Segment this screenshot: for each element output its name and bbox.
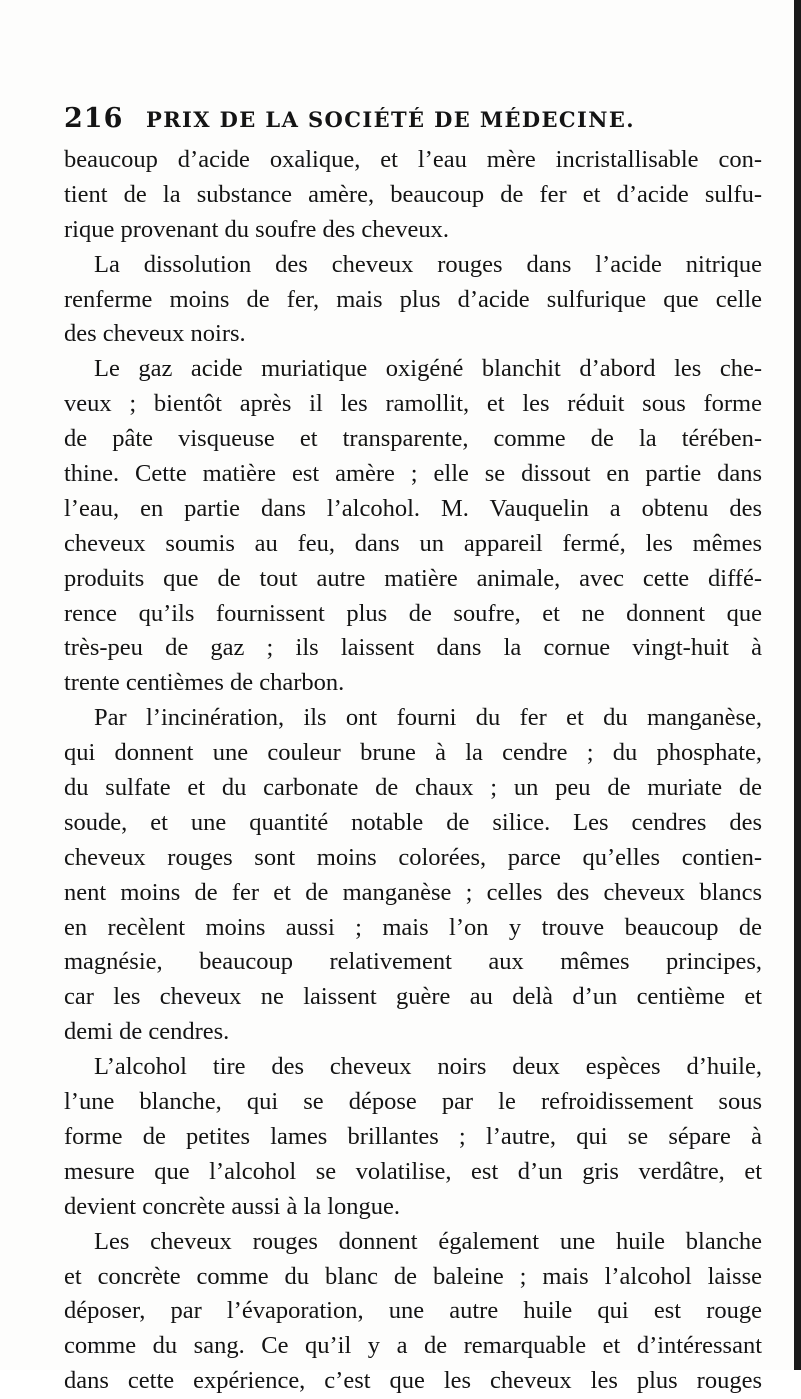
text-line: des cheveux noirs. — [64, 320, 246, 348]
text-line: dans cette expérience, c’est que les cheveux les plus rouges — [64, 1367, 762, 1395]
text-line: renferme moins de fer, mais plus d’acide sulfurique que celle — [64, 285, 762, 313]
body-text — [64, 143, 762, 1399]
text-line: tient de la substance amère, beaucoup de fer et d’acide sulfu- — [64, 180, 762, 208]
text-line: Par l’incinération, ils ont fourni du fer et du manganèse, — [94, 704, 762, 732]
text-line: car les cheveux ne laissent guère au delà d’un centième et — [64, 983, 762, 1011]
text-line: qui donnent une couleur brune à la cendre ; du phosphate, — [64, 739, 762, 767]
text-line: comme du sang. Ce qu’il y a de remarquable et d’intéressant — [64, 1332, 762, 1360]
text-line: L’alcohol tire des cheveux noirs deux espèces d’huile, — [94, 1053, 762, 1081]
text-line: trente centièmes de charbon. — [64, 669, 345, 697]
text-line: et concrète comme du blanc de baleine ; mais l’alcohol laisse — [64, 1262, 762, 1290]
text-line: Les cheveux rouges donnent également une huile blanche — [94, 1227, 762, 1255]
text-line: mesure que l’alcohol se volatilise, est d’un gris verdâtre, et — [64, 1157, 762, 1185]
text-line: demi de cendres. — [64, 1018, 230, 1046]
running-head: PRIX DE LA SOCIÉTÉ DE MÉDECINE. — [146, 107, 635, 132]
text-line: cheveux soumis au feu, dans un appareil fermé, les mêmes — [64, 529, 762, 557]
text-line: de pâte visqueuse et transparente, comme de la térében- — [64, 425, 762, 453]
page-number: 216 — [64, 103, 124, 134]
text-line: en recèlent moins aussi ; mais l’on y trouve beaucoup de — [64, 913, 762, 941]
text-line: nent moins de fer et de manganèse ; celles des cheveux blancs — [64, 878, 762, 906]
text-line: devient concrète aussi à la longue. — [64, 1192, 401, 1220]
text-line: thine. Cette matière est amère ; elle se dissout en partie dans — [64, 460, 762, 488]
text-line: l’eau, en partie dans l’alcohol. M. Vauquelin a obtenu des — [64, 494, 762, 522]
page-edge-shadow — [794, 0, 801, 1370]
text-line: cheveux rouges sont moins colorées, parce qu’elles contien- — [64, 843, 762, 871]
text-line: magnésie, beaucoup relativement aux mêmes principes, — [64, 948, 762, 976]
text-line: forme de petites lames brillantes ; l’autre, qui se sépare à — [64, 1122, 762, 1150]
text-line: beaucoup d’acide oxalique, et l’eau mère incristallisable con- — [64, 146, 762, 173]
text-line: veux ; bientôt après il les ramollit, et les réduit sous forme — [64, 390, 762, 418]
page-header — [64, 103, 764, 141]
text-line: du sulfate et du carbonate de chaux ; un peu de muriate de — [64, 774, 762, 802]
text-line: déposer, par l’évaporation, une autre huile qui est rouge — [64, 1297, 762, 1325]
text-line: Le gaz acide muriatique oxigéné blanchit d’abord les che- — [94, 355, 762, 383]
text-line: très-peu de gaz ; ils laissent dans la cornue vingt-huit à — [64, 634, 762, 662]
text-line: produits que de tout autre matière animale, avec cette diffé- — [64, 564, 762, 592]
text-line: l’une blanche, qui se dépose par le refroidissement sous — [64, 1088, 762, 1116]
text-line: rique provenant du soufre des cheveux. — [64, 215, 450, 243]
text-line: rence qu’ils fournissent plus de soufre, et ne donnent que — [64, 599, 762, 627]
text-line: soude, et une quantité notable de silice. Les cendres des — [64, 808, 762, 836]
text-line: La dissolution des cheveux rouges dans l’acide nitrique — [94, 250, 762, 278]
